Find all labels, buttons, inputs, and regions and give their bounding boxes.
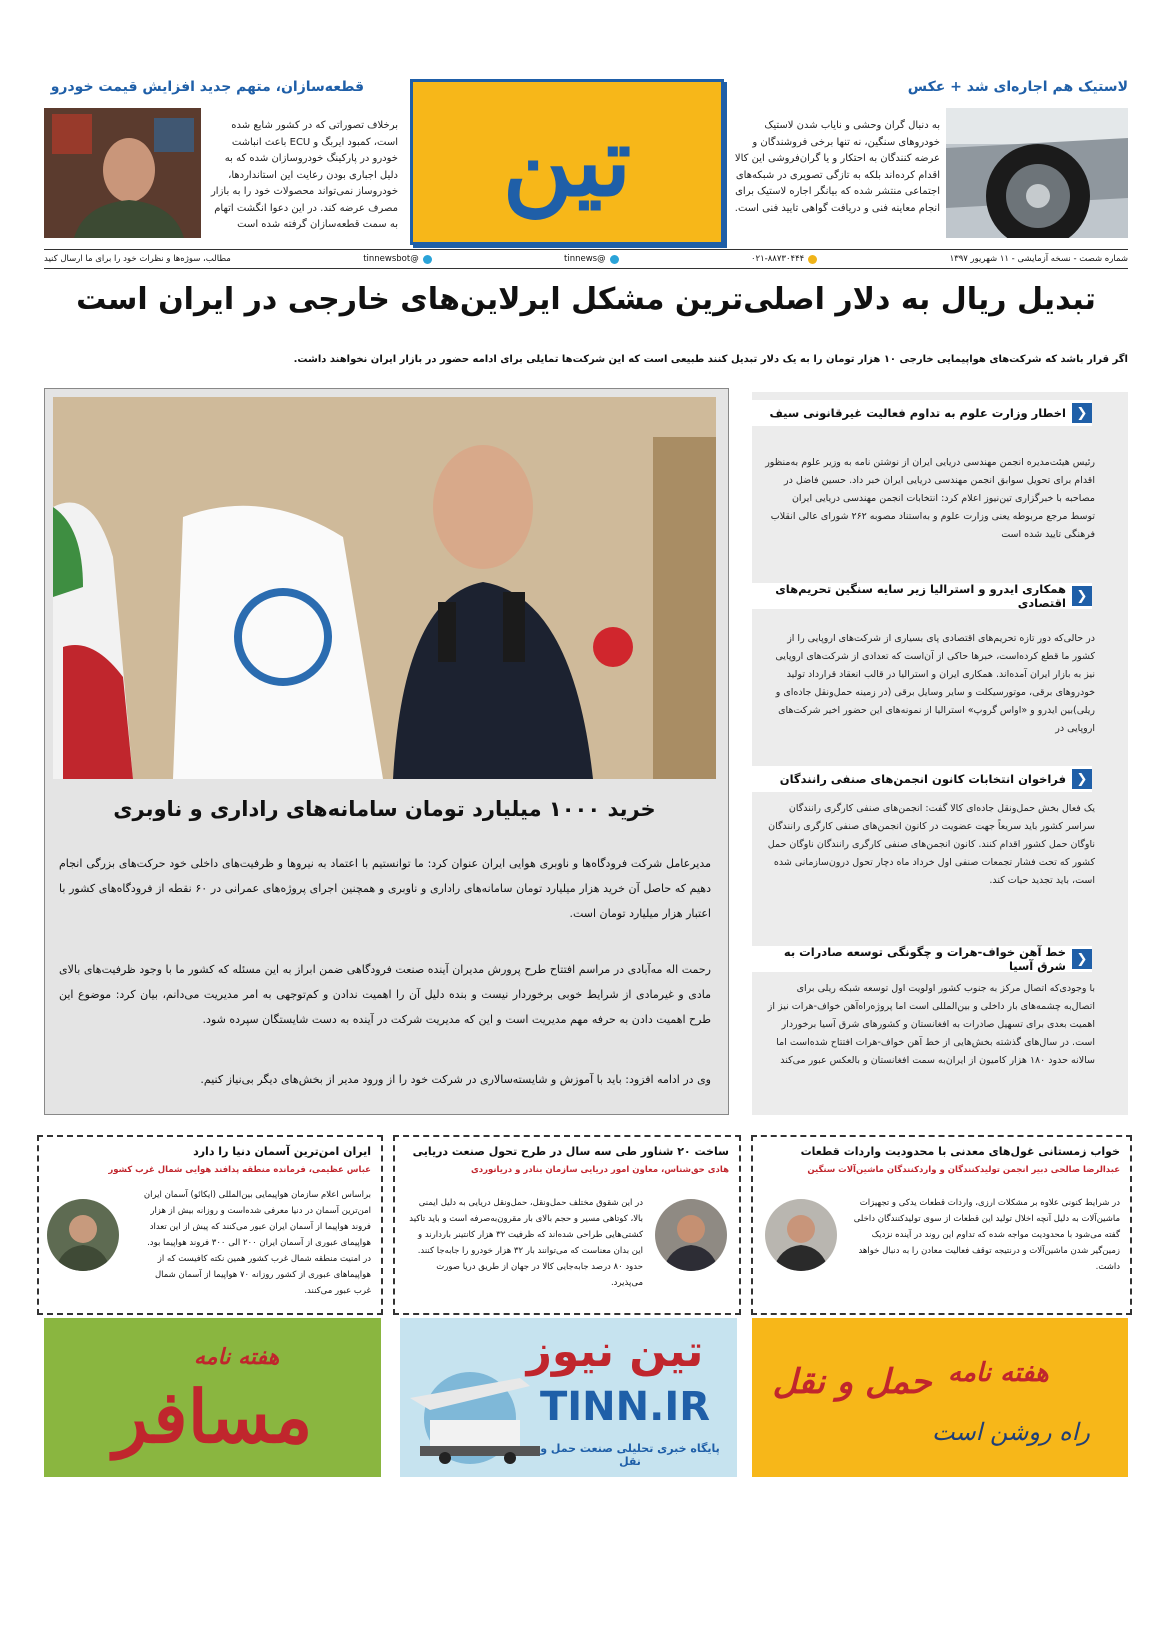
left-teaser-text: برخلاف تصوراتی که در کشور شایع شده است، کمبود ایربگ و ECU باعث انباشت خودرو در پارکینگ خودروسازان شده که به دلیل اجباری بودن رعایت این استانداردها، خودروساز نمی‌تواند محصولات خود را به بازار مصرف عرضه کند. در این دعوا انگشت اتهام به سمت قطعه‌سازان گرفته شده است xyxy=(210,120,398,230)
ad-haml-tag: راه روشن است xyxy=(932,1418,1090,1446)
site-logo: تین xyxy=(502,105,632,218)
ad-tinnews-tag: پایگاه خبری تحلیلی صنعت حمل و نقل xyxy=(540,1442,720,1468)
interview-source: هادی حق‌شناس، معاون امور دریایی سازمان بنادر و دریانوردی xyxy=(470,1165,729,1175)
ad-tinnews[interactable] xyxy=(400,1318,737,1477)
ad-mosafer-small: هفته نامه xyxy=(194,1344,280,1370)
interview-text: براساس اعلام سازمان هواپیمایی بین‌المللی (ایکائو) آسمان ایران امن‌ترین آسمان در دنیا معرفی شده‌است و روزانه بیش از هزار فروند هواپیما از آسمان ایران عبور می‌کنند که پیش از این تعداد هواپیمای عبوری از آسمان ایران ۲۰۰ الی ۳۰۰ فروند هواپیما بود. در امنیت منطقه شمال غرب کشور همین نکته کافیست که از هواپیماهای عبوری از کشور روزانه ۷۰ هواپیما از آسمان شمال غرب عبور می‌کنند. xyxy=(143,1190,371,1296)
ad-haml-title: حمل و نقل xyxy=(772,1362,932,1402)
tire-icon xyxy=(946,108,1128,238)
interview-box xyxy=(393,1135,741,1315)
phone-info[interactable] xyxy=(751,254,817,264)
interview-text: در شرایط کنونی علاوه بر مشکلات ارزی، واردات قطعات یدکی و تجهیزات ماشین‌آلات به دلیل آنچه اخلال تولید این قطعات از سوی تولیدکنندگان داخلی گفته می‌شود با محدودیت مواجه شده که تداوم این روند در آینده نزدیک زمین‌گیر شدن ماشین‌آلات و درنتیجه توقف فعالیت معادن را به دنبال خواهد داشت. xyxy=(853,1198,1120,1272)
right-teaser-text: به دنبال گران وحشی و نایاب شدن لاستیک خودروهای سنگین، نه تنها برخی فروشندگان و عرضه کنندگان به احتکار و یا گران‌فروشی این کالا اقدام کرده‌اند بلکه به تازگی تصویری در شبکه‌های اجتماعی منتشر شده که بیانگر اجاره لاستیک برای انجام معاینه فنی و دریافت گواهی تایید فنی است. xyxy=(734,120,940,214)
ad-haml-small: هفته نامه xyxy=(948,1358,1049,1388)
feature-paragraph-2: رحمت اله مه‌آبادی در مراسم افتتاح طرح پرورش مدیران آینده صنعت فرودگاهی ضمن ابراز به این مسئله که کشور ما با وجود ظرفیت‌های بالای مادی و غیرمادی از شرایط خوبی برخوردار نیست و بنده دلیل آن را اهمیت ندادن و کم‌توجهی به امر مدیریت می‌دانم، بیان کرد: موضوع این طرح اهمیت دادن به حرفه مهم مدیریت است و این که مدیریت شرکت در آینده به دست شایستگان سپرده شود. xyxy=(59,963,711,1026)
interview-text: در این شقوق مختلف حمل‌ونقل، حمل‌ونقل دریایی به دلیل ایمنی بالا، کوتاهی مسیر و حجم بالای بار مقرون‌به‌صرفه است و باید تاکید کشتی‌هایی طراحی شده‌اند که ظرفیت ۳۲ هزار کانتینر باردارند و این بدان معناست که می‌توانند بار ۳۲ هزار خودرو را جابه‌جا کنند. حدود ۸۰ درصد جابه‌جایی کالا در جهان از طریق دریا صورت می‌پذیرد. xyxy=(409,1198,643,1288)
channel-name: @tinnews xyxy=(564,254,606,264)
sidebar-item-text: در حالی‌که دور تازه تحریم‌های اقتصادی پای بسیاری از شرکت‌های اروپایی را از کشور ما قطع کرده‌است، خبرها حاکی از آن‌است که تعدادی از شرکت‌های اروپایی نیز به بازار ایران آمده‌اند. همکاری ایران و استرالیا در قالب انعقاد قرارداد تولید خودروهای برقی، موتورسیکلت و سایر وسایل برقی (در زمینه حمل‌ونقل جاده‌ای و ریلی)بین ایدرو و «اواس گروپ» استرالیا از نمونه‌های این حضور اخیر شرکت‌های اروپایی در xyxy=(775,633,1095,734)
sidebar-item-head[interactable] xyxy=(752,400,1092,426)
ad-mosafer[interactable] xyxy=(44,1318,381,1477)
interview-title[interactable]: خواب زمستانی غول‌های معدنی با محدودیت واردات قطعات xyxy=(800,1145,1120,1158)
masthead-divider-bottom xyxy=(44,268,1128,269)
interview-avatar xyxy=(655,1199,727,1271)
left-teaser-headline[interactable]: قطعه‌سازان، متهم جدید افزایش قیمت خودرو xyxy=(50,79,364,95)
masthead-divider xyxy=(44,249,1128,250)
interview-source: عباس عظیمی، فرمانده منطقه پدافند هوایی شمال غرب کشور xyxy=(108,1165,371,1175)
telegram-icon xyxy=(610,255,619,264)
submit-note: مطالب، سوژه‌ها و نظرات خود را برای ما ارسال کنید xyxy=(44,254,231,264)
sidebar-item-head[interactable] xyxy=(752,946,1092,972)
channel-link[interactable] xyxy=(564,254,619,264)
chevron-left-icon: ❮ xyxy=(1072,403,1092,423)
sidebar-item-text: با وجودی‌که اتصال مرکز به جنوب کشور اولویت اول توسعه شبکه ریلی برای اتصال‌به چشمه‌های بار داخلی و بین‌المللی است اما پروژه‌راه‌آهن خواف-هرات نیز از اهمیت بعدی برای تسهیل صادرات به افغانستان و کشورهای شرق آسیا برخوردار است. در سال‌های گذشته بخش‌هایی از خط آهن خواف-هرات افتتاح شده‌است اما سالانه حدود ۱۸۰ هزار کامیون از ایران‌به سمت افغانستان و بالعکس عبور می‌کند xyxy=(767,983,1095,1066)
right-teaser-photo xyxy=(946,108,1128,238)
feature-title[interactable]: خرید ۱۰۰۰ میلیارد تومان سامانه‌های راداری و ناوبری xyxy=(113,797,656,821)
interview-box xyxy=(751,1135,1132,1315)
chevron-left-icon: ❮ xyxy=(1072,586,1092,606)
interview-source: عبدالرضا صالحی دبیر انجمن تولیدکنندگان و واردکنندگان ماشین‌آلات سنگین xyxy=(807,1165,1120,1175)
bot-link[interactable] xyxy=(363,254,432,264)
person-portrait-icon xyxy=(655,1199,727,1271)
sidebar-item-title: همکاری ایدرو و استرالیا زیر سایه سنگین تحریم‌های اقتصادی xyxy=(775,582,1066,610)
issue-info: شماره شصت - نسخه آزمایشی - ۱۱ شهریور ۱۳۹۷ xyxy=(949,254,1128,264)
interview-box xyxy=(37,1135,383,1315)
person-portrait-icon xyxy=(47,1199,119,1271)
sidebar-item-head[interactable] xyxy=(752,766,1092,792)
feature-paragraph-1: مدیرعامل شرکت فرودگاه‌ها و ناوبری هوایی ایران عنوان کرد: ما توانستیم با اعتماد به نیروها و ظرفیت‌های داخلی خود حرکت‌های بزرگی انجام دهیم که حاصل آن خرید هزار میلیارد تومان سامانه‌های راداری و ناوبری و همچنین اجرای پروژه‌های عمرانی در ۶۰ نقطه از فرودگاه‌های کشور با اعتبار هزار میلیارد تومان است. xyxy=(59,857,711,920)
ad-mosafer-title: مسافر xyxy=(113,1374,313,1459)
telegram-icon xyxy=(423,255,432,264)
interview-title[interactable]: ایران امن‌ترین آسمان دنیا را دارد xyxy=(193,1145,371,1158)
person-portrait-icon xyxy=(44,108,201,238)
info-bar xyxy=(44,251,1128,267)
logo-block[interactable] xyxy=(410,79,724,245)
main-headline[interactable]: تبدیل ریال به دلار اصلی‌ترین مشکل ایرلاین‌های خارجی در ایران است xyxy=(76,282,1096,317)
sidebar-item-text: رئیس هیئت‌مدیره انجمن مهندسی دریایی ایران از نوشتن نامه به وزیر علوم به‌منظور اقدام برای تحویل سوابق انجمن مهندسی دریایی ایران خبر داد. حسین فاضل در مصاحبه با خبرگزاری تین‌نیوز اعلام کرد: انتخابات انجمن مهندسی دریایی ایران توسط مرجع مربوطه یعنی وزارت علوم و به‌استناد مصوبه ۲۶۲ شورای عالی انقلاب فرهنگی تایید شده است xyxy=(765,457,1095,540)
sidebar-item-title: اخطار وزارت علوم به تداوم فعالیت غیرقانونی سیف xyxy=(769,406,1066,420)
interview-avatar xyxy=(765,1199,837,1271)
interview-title[interactable]: ساخت ۲۰ شناور طی سه سال در طرح تحول صنعت دریایی xyxy=(412,1145,729,1158)
chevron-left-icon: ❮ xyxy=(1072,949,1092,969)
person-portrait-icon xyxy=(765,1199,837,1271)
phone-icon xyxy=(808,255,817,264)
bot-name: @tinnewsbot xyxy=(363,254,419,264)
press-conference-image-icon xyxy=(53,397,716,779)
sidebar-item-head[interactable] xyxy=(752,583,1092,609)
feature-article xyxy=(44,388,729,1115)
right-teaser-headline[interactable]: لاستیک هم اجاره‌ای شد + عکس xyxy=(907,79,1128,95)
sidebar-item-text: یک فعال بخش حمل‌ونقل جاده‌ای کالا گفت: انجمن‌های صنفی کارگری رانندگان سراسر کشور باید سریعاً جهت عضویت در کانون انجمن‌های صنفی کارگری رانندگان ناوگان حمل کشور اقدام کنند. کانون انجمن‌های صنفی کارگری رانندگان ناوگان حمل کشور که تحت فشار تجمعات صنفی اول خرداد ماه دچار تحول درون‌سازمانی شده است، باید تجدید حیات کند. xyxy=(767,803,1095,886)
ad-tinnews-fa: تین نیوز xyxy=(526,1326,704,1377)
chevron-left-icon: ❮ xyxy=(1072,769,1092,789)
ad-tinnews-en: TINN.IR xyxy=(540,1384,710,1430)
phone-number: ۰۲۱-۸۸۷۳۰۴۴۴ xyxy=(750,254,805,264)
left-teaser-photo xyxy=(44,108,201,238)
sidebar-item-title: خط آهن خواف-هرات و چگونگی توسعه صادرات به شرق آسیا xyxy=(783,945,1066,973)
ad-hamlonaghl[interactable] xyxy=(752,1318,1128,1477)
feature-paragraph-3: وی در ادامه افزود: باید با آموزش و شایسته‌سالاری در شرکت خود را از ورود مدیر از بخش‌های دیگر بی‌نیاز کنیم. xyxy=(200,1073,711,1086)
lead-text: اگر قرار باشد که شرکت‌های هواپیمایی خارجی ۱۰ هزار تومان را به یک دلار تبدیل کنند طبیعی است که این شرکت‌ها تمایلی برای ادامه حضور در بازار ایران نخواهند داشت. xyxy=(293,354,1128,365)
feature-photo xyxy=(53,397,716,779)
interview-avatar xyxy=(47,1199,119,1271)
sidebar-item-title: فراخوان انتخابات کانون انجمن‌های صنفی رانندگان xyxy=(779,772,1066,786)
